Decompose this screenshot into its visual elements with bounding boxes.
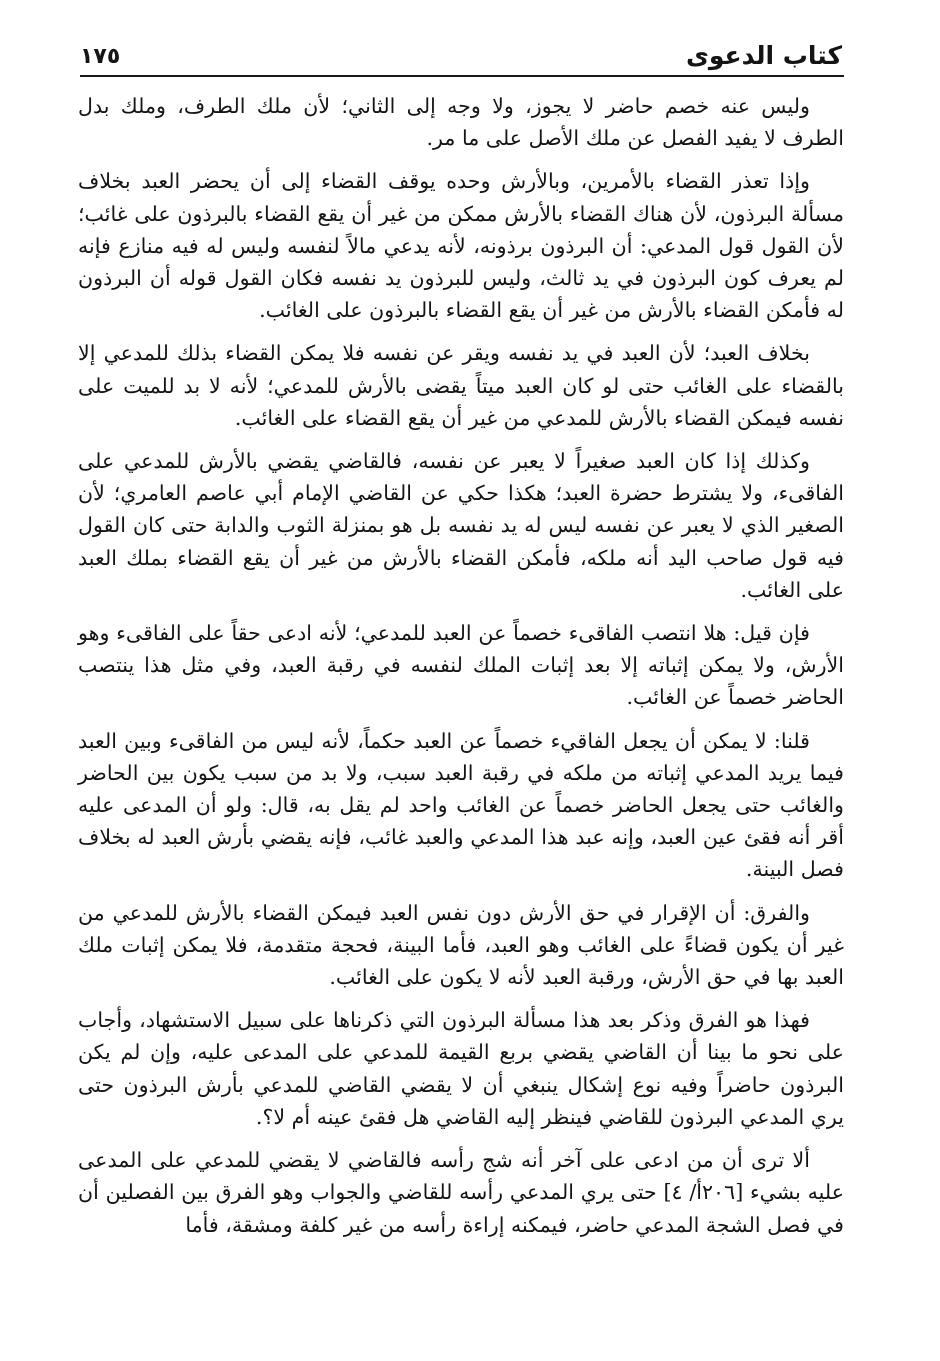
paragraph: ألا ترى أن من ادعى على آخر أنه شج رأسه فالقاضي لا يقضي للمدعي على المدعى عليه بشيء [٢٠٦أ/ ٤] حتى يري المدعي رأسه للقاضي والجواب وهو الفرق بين الفصلين أن في فصل الشجة المدعي حاضر، فيمكنه إراءة رأسه من غير كلفة ومشقة، فأما <box>78 1148 844 1237</box>
page-number: ١٧٥ <box>80 44 121 69</box>
paragraph: وإذا تعذر القضاء بالأمرين، وبالأرش وحده يوقف القضاء إلى أن يحضر العبد بخلاف مسألة البرذون، لأن هناك القضاء بالأرش ممكن من غير أن يقع القضاء بالبرذون على غائب؛ لأن القول قول المدعي: أن البرذون برذونه، لأنه يدعي مالاً لنفسه وليس له فيه منازع فإنه لم يعرف كون البرذون في يد ثالث، وليس للبرذون يد نفسه فكان القول قوله أن البرذون له فأمكن القضاء بالأرش من غير أن يقع القضاء بالبرذون على الغائب. <box>78 169 844 323</box>
paragraph: فهذا هو الفرق وذكر بعد هذا مسألة البرذون التي ذكرناها على سبيل الاستشهاد، وأجاب على نحو ما بينا أن القاضي يقضي بربع القيمة للمدعي على المدعى عليه، وإن لم يكن البرذون حاضراً وفيه نوع إشكال ينبغي أن لا يقضي القاضي للمدعي بأرش البرذون حتى يري المدعي البرذون للقاضي فينظر إليه القاضي هل فقئ عينه أم لا؟. <box>78 1008 844 1129</box>
paragraph: بخلاف العبد؛ لأن العبد في يد نفسه ويقر عن نفسه فلا يمكن القضاء بذلك للمدعي إلا بالقضاء على الغائب حتى لو كان العبد ميتاً يقضى بالأرش للمدعي؛ لأنه لا بد للميت على نفسه فيمكن القضاء بالأرش للمدعي من غير أن يقع القضاء على الغائب. <box>78 341 844 430</box>
paragraph: فإن قيل: هلا انتصب الفاقىء خصماً عن العبد للمدعي؛ لأنه ادعى حقاً على الفاقىء وهو الأرش، ولا يمكن إثباته إلا بعد إثبات الملك لنفسه في رقبة العبد، وفي مثل هذا ينتصب الحاضر خصماً عن الغائب. <box>78 621 844 710</box>
header-rule <box>80 75 844 77</box>
paragraph: وكذلك إذا كان العبد صغيراً لا يعبر عن نفسه، فالقاضي يقضي بالأرش للمدعي على الفاقىء، ولا يشترط حضرة العبد؛ هكذا حكي عن القاضي الإمام أبي عاصم العامري؛ لأن الصغير الذي لا يعبر عن نفسه ليس له يد نفسه بل هو بمنزلة الثوب والدابة حتى كان القول فيه قول صاحب اليد أنه ملكه، فأمكن القضاء بالأرش من غير أن يقع القضاء بملك العبد على الغائب. <box>78 449 844 602</box>
running-head <box>80 30 842 74</box>
paragraph: قلنا: لا يمكن أن يجعل الفاقيء خصماً عن العبد حكماً، لأنه ليس من الفاقىء وبين العبد فيما يريد المدعي إثباته من ملكه في رقبة العبد سبب، ولا بد من سبب يكون بين الحاضر والغائب حتى يجعل الحاضر خصماً عن الغائب واحد لم يقل به، قال: ولو أن المدعى عليه أقر أنه فقئ عين العبد، وإنه عبد هذا المدعي والعبد غائب، فإنه يقضي بأرش العبد له بخلاف فصل البينة. <box>78 728 844 882</box>
paragraph: وليس عنه خصم حاضر لا يجوز، ولا وجه إلى الثاني؛ لأن ملك الطرف، وملك بدل الطرف لا يفيد الفصل عن ملك الأصل على ما مر. <box>78 94 844 151</box>
paragraph: والفرق: أن الإقرار في حق الأرش دون نفس العبد فيمكن القضاء بالأرش للمدعي من غير أن يكون قضاءً على الغائب وهو العبد، فأما البينة، فحجة متقدمة، فلا يمكن إثبات ملك العبد بها في حق الأرش، ورقبة العبد لأنه لا يكون على الغائب. <box>78 900 844 990</box>
book-title: كتاب الدعوى <box>685 41 842 70</box>
body-text <box>78 90 844 1252</box>
